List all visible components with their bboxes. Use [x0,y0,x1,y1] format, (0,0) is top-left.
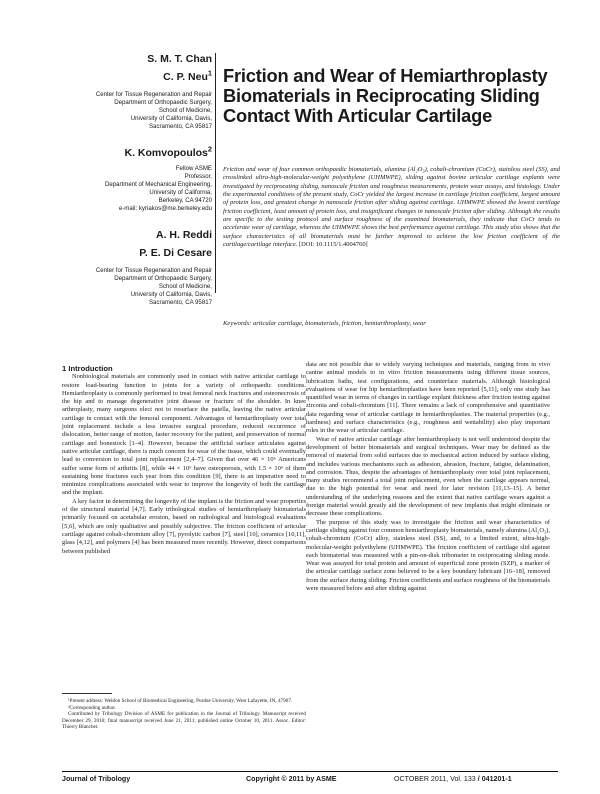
paragraph: Wear of native articular cartilage after hemiarthroplasty is not well understood despite the development of better biomaterials and surgical techniques. Wear may be defined as the removal of material from solid surfaces due to mechanical action induced by surface sliding, and includes various mechanisms such as adhesion, abrasion, fracture, fatigue, delamination, and corrosion. Thus, despite the advantages of hemiarthroplasty over total joint replacement, many studies recommend a total joint replacement, even when the cartilage appears normal, due to the high potential for wear and need for later revision [11,13–15]. A better understanding of the underlying reasons and the extent that native cartilage wears against a foreign material would greatly aid the development of new implants that might eliminate or decrease these complications. [306,435,550,518]
body-column-left [62,365,306,556]
footer-divider [62,771,558,772]
affiliation: Fellow ASME Professor, Department of Mechanical Engineering, University of California, Berkeley, CA 94720 e-mail: kyriakos@me.berkeley.edu [104,165,212,212]
author-name: A. H. Reddi [155,229,212,241]
doi: [DOI: 10.1115/1.4004760] [298,241,368,249]
footnote: ¹Present address: Weldon School of Biomedical Engineering, Purdue University, West Lafayette, IN, 47907. [68,698,293,704]
paragraph: A key factor in determining the longevity of the implant is the friction and wear properties of the structural material [4,7]. Early tribological studies of hemiarthroplasty biomaterials primarily focused on acetabular erosion, based on radiological and histological evaluations [5,6], which are only qualitative and possibly subjective. The friction coefficient of articular cartilage against cobalt-chromium alloy [7], pyrolytic carbon [7], steel [10], ceramics [10,11], glass [4,12], and polymers [4] has been measured more recently. However, direct comparisons between published [62,497,306,555]
page-number: / 041201-1 [477,775,512,783]
paragraph: Nonbiological materials are commonly used in contact with native articular cartilage to restore load-bearing function to joints for a variety of orthopaedic conditions. Hemiarthroplasty is commonly performed to treat femoral neck fractures and osteonecrosis of the hip and to manage degenerative joint disease or fracture of the shoulder. In knee arthroplasty, many surgeons elect not to resurface the patella, leaving the native articular cartilage in contact with the femoral component. Advantages of hemiarthroplasty over total joint replacement include a less invasive surgical procedure, reduced occurrence of dislocation, better range of motion, faster recovery for the patient, and preservation of normal cartilage and bonestock [1–4]. However, because the artificial surface articulates against native articular cartilage, there is much concern for wear of the tissue, which could eventually lead to conversion to total joint replacement [2,4–7]. Given that over 46 × 10⁶ Americans suffer some form of arthritis [8], while 44 × 10⁶ have osteoporosis, with 1.5 × 10⁶ of them sustaining bone fractures each year from this condition [9], there is an imperative need to minimize complications associated with wear to improve the longevity of both the cartilage and the implant. [62,373,306,497]
author-column [62,53,212,307]
body-column-right [306,361,550,593]
author-name: S. M. T. Chan [147,53,212,65]
section-heading: 1 Introduction [62,364,113,373]
footnote: ²Corresponding author. [68,704,116,711]
journal-name: Journal of Tribology [62,775,131,783]
author-name: P. E. Di Cesare [139,247,212,259]
affiliation: Center for Tissue Regeneration and Repair Department of Orthopaedic Surgery, School of Medicine, University of California, Davis, Sacramento, CA 95817 [95,91,212,130]
author-name: C. P. Neu$^1$ [163,68,212,83]
affiliation: Center for Tissue Regeneration and Repair Department of Orthopaedic Surgery, School of Medicine, University of California, Davis, Sacramento, CA 95817 [95,267,212,306]
keywords: Keywords: articular cartilage, biomaterials, friction, hemiarthroplasty, wear [223,320,426,327]
footnotes [62,693,306,731]
author-name: K. Komvopoulos$^2$ [124,144,212,159]
paper-title: Friction and Wear of Hemiarthroplasty Biomaterials in Reciprocating Sliding Contact With Articular Cartilage [223,65,548,127]
paragraph: The purpose of this study was to investigate the friction and wear characteristics of cartilage sliding against four common hemiarthroplasty biomaterials, namely alumina (Al₂O₃), cobalt-chromium (CoCr) alloy, stainless steel (SS), and, to a limited extent, ultra-high-molecular-weight polyethylene (UHMWPE). The friction coefficient of cartilage slid against each biomaterial was measured with a pin-on-disk tribometer in reciprocating sliding mode. Wear was assayed for total protein and amount of superficial zone protein (SZP), a marker of the articular cartilage surface zone believed to be a key boundary lubricant [16–18], removed from the surface during sliding. Friction coefficients and surface roughness of the biomaterials were measured before and after sliding against [306,518,550,593]
vertical-divider [215,53,216,293]
footnote-divider [62,693,112,694]
paragraph: data are not possible due to widely varying techniques and materials, ranging from in vivo canine animal models to in vitro friction measurements using different tissue sources, lubrication baths, test configurations, and counterface materials. Although histological evaluations of wear for hip hemiarthroplasties have been reported [5,11], only one study has quantified wear in terms of changes in cartilage explant thickness after friction testing against zirconia and cobalt-chromium [11]. There remains a lack of comprehensive and quantitative data regarding wear of articular cartilage in hemiarthroplasties. The material properties (e.g., hardness) and surface characteristics (e.g., roughness and wettability) also play important roles in the wear of articular cartilage. [306,361,550,435]
issue-info: OCTOBER 2011, Vol. 133 / 041201-1 [394,775,512,783]
footnote: Contributed by Tribology Division of ASME for publication in the Journal of Tribology. Manuscript received December 29, 2010; final manuscript received June 21, 2011; published online October 10, 2011. Assoc. Editor: Thierry Blanchet. [62,711,306,730]
abstract: Friction and wear of four common orthopaedic biomaterials, alumina (Al₂O₃), cobalt-chromium (CoCr), stainless steel (SS), and crosslinked ultra-high-molecular-weight polyethylene (UHMWPE), sliding against bovine articular cartilage explants were investigated by reciprocating sliding, nanoscale friction and roughness measurements, protein wear assays, and histology. Under the experimental conditions of the present study, CoCr yielded the largest increase in cartilage friction coefficient, largest amount of protein loss, and greatest change in nanoscale friction after sliding against cartilage. UHMWPE showed the lowest cartilage friction coefficient, least amount of protein loss, and insignificant changes in nanoscale friction after sliding. Although the results are specific to the testing protocol and surface roughness of the examined biomaterials, they indicate that CoCr tends to accelerate wear of cartilage, whereas the UHMWPE shows the best performance against cartilage. This study also shows that the surface characteristics of all biomaterials must be further improved to achieve the low friction coefficient of the cartilage/cartilage interface. [DOI: 10.1115/1.4004760] [223,166,560,249]
copyright: Copyright © 2011 by ASME [246,775,337,783]
